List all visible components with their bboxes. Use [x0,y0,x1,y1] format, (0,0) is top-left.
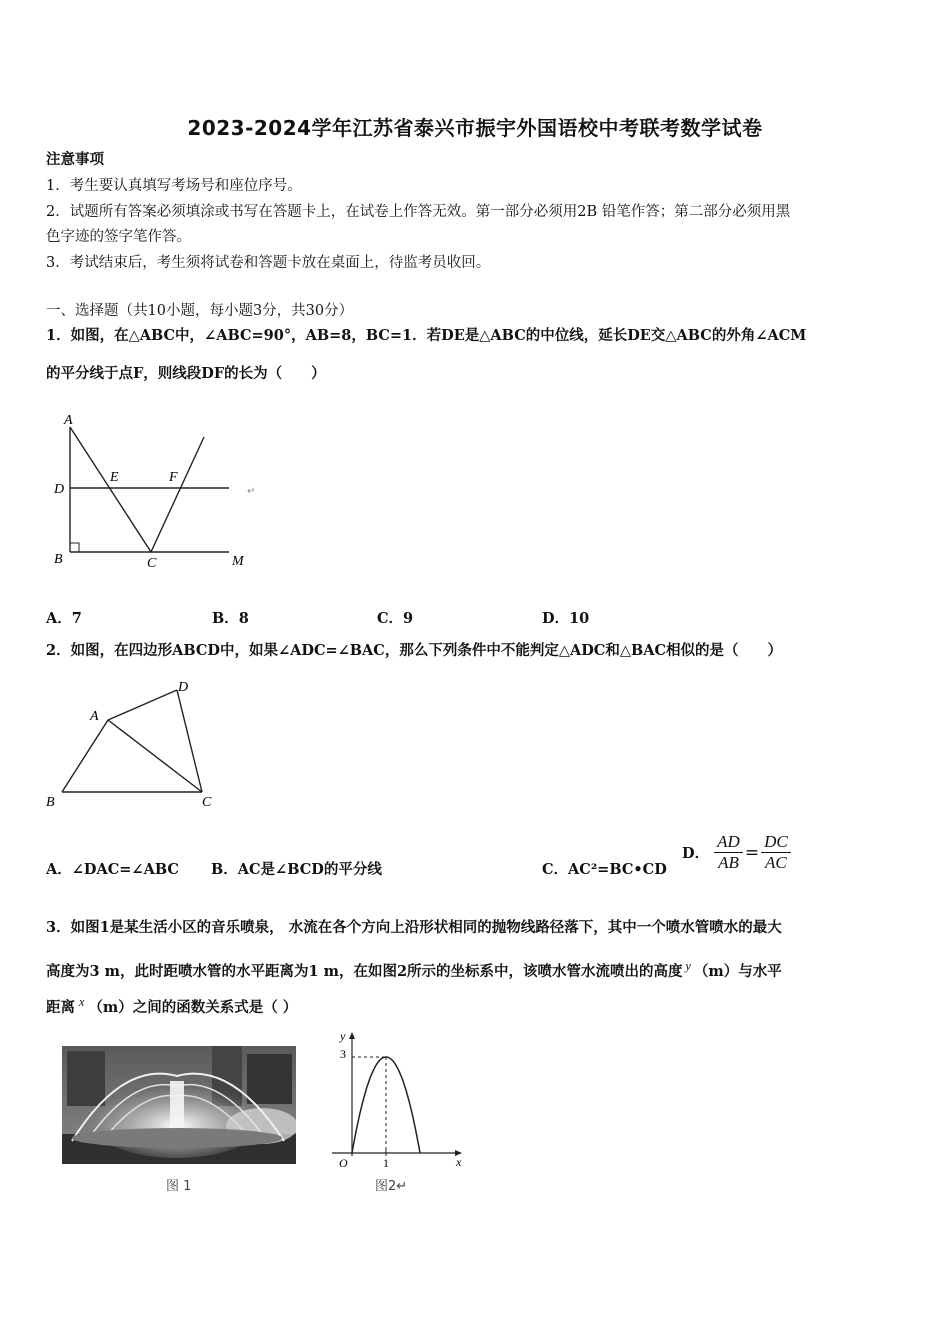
y-tick-label: 3 [340,1047,346,1061]
fraction-dc-ac [761,832,791,873]
return-mark: ↵ [247,486,256,497]
q1-option-d: D．10 [542,610,590,627]
origin-label: O [339,1156,348,1168]
var-x: x [79,995,85,1009]
var-y: y [685,959,691,973]
q1-stem-line2: 的平分线于点F，则线段DF的长为（ ） [46,365,326,382]
fraction-denominator: AC [765,853,787,872]
equals-sign: = [744,842,760,863]
q3-stem-line2-b: （m）与水平 [693,962,782,980]
q3-stem-line2 [46,956,782,982]
fountain-photo [62,1046,296,1164]
fraction-denominator: AB [718,853,739,872]
x-tick-label: 1 [383,1156,389,1168]
section-heading: 一、选择题（共10小题，每小题3分，共30分） [46,303,354,319]
q2-option-d [682,832,791,873]
label-F: F [169,470,178,485]
q2-stem: 2．如图，在四边形ABCD中，如果∠ADC=∠BAC，那么下列条件中不能判定△ADC和△BAC相似的是（ ） [46,642,783,659]
figure-2-caption: 图2↵ [375,1179,408,1194]
q1-stem-line1: 1．如图，在△ABC中，∠ABC=90°，AB=8，BC=1．若DE是△ABC的中位线，延长DE交△ABC的外角∠ACM [46,327,807,344]
label-C: C [147,556,157,571]
label-A: A [90,709,99,724]
label-E: E [110,470,119,485]
notice-item-2: 2．试题所有答案必须填涂或书写在答题卡上，在试卷上作答无效。第一部分必须用2B 铅笔作答；第二部分必须用黑 [46,204,791,220]
q2-option-d-prefix: D． [682,845,710,862]
notice-item-3: 3．考试结束后，考生须将试卷和答题卡放在桌面上，待监考员收回。 [46,255,491,271]
x-axis-label: x [456,1155,462,1168]
q3-stem-line1: 3．如图1是某生活小区的音乐喷泉， 水流在各个方向上沿形状相同的抛物线路径落下，其中一个喷水管喷水的最大 [46,919,782,936]
label-C: C [202,795,212,810]
label-B: B [46,795,55,810]
page-title: 2023-2024学年江苏省泰兴市振宇外国语校中考联考数学试卷 [187,116,763,140]
q3-stem-line3-a: 距离 [46,998,75,1016]
label-D: D [178,680,189,695]
q1-option-a: A．7 [46,610,82,627]
q2-figure [44,676,224,811]
label-B: B [54,552,63,567]
q1-option-c: C．9 [377,610,414,627]
q1-figure [44,405,264,575]
q2-option-c: C．AC²=BC•CD [542,861,667,878]
q3-stem-line3-b: （m）之间的函数关系式是（ ） [88,998,298,1016]
fraction-numerator: AD [714,832,743,853]
figure-1-caption: 图 1 [166,1179,192,1194]
q3-stem-line3 [46,992,297,1018]
label-D: D [54,482,65,497]
q2-option-b: B．AC是∠BCD的平分线 [211,861,382,878]
fraction-numerator: DC [761,832,791,853]
y-axis-label: y [340,1029,346,1043]
q1-option-b: B．8 [212,610,249,627]
label-M: M [232,554,244,569]
notice-heading: 注意事项 [46,151,104,168]
label-A: A [64,413,73,428]
fraction-ad-ab [714,832,743,873]
q3-stem-line2-a: 高度为3 m，此时距喷水管的水平距离为1 m，在如图2所示的坐标系中，该喷水管水流喷出的高度 [46,962,683,980]
notice-item-2-cont: 色字迹的签字笔作答。 [46,229,191,245]
notice-item-1: 1．考生要认真填写考场号和座位序号。 [46,178,302,194]
q2-option-a: A．∠DAC=∠ABC [46,861,179,878]
parabola-graph [326,1028,466,1168]
